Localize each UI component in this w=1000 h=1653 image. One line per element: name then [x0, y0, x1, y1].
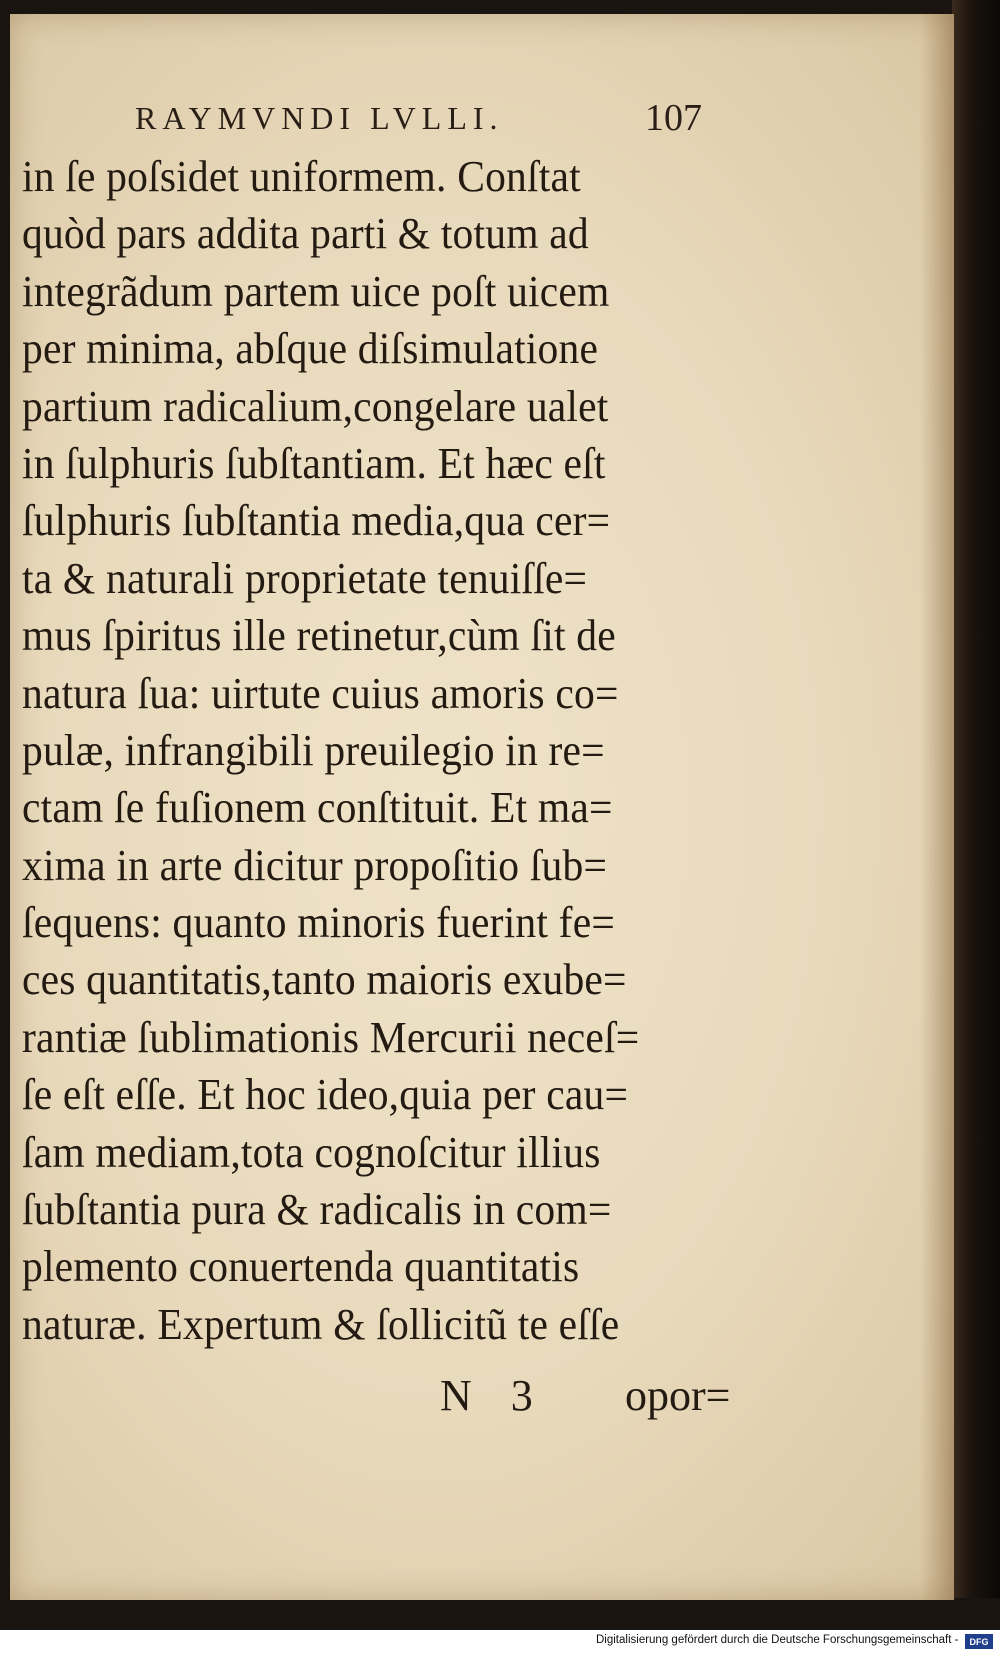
running-head: RAYMVNDI LVLLI. [135, 100, 504, 136]
text-line: in ſe poſsidet uniformem. Conſtat [22, 152, 581, 201]
text-line: partium radicalium,congelare ualet [22, 381, 609, 431]
text-line: per minima, abſque diſsimulatione [22, 324, 599, 374]
signature-mark: N 3 [440, 1371, 547, 1420]
scan-background-bottom [0, 1598, 1000, 1630]
text-line: rantiæ ſublimationis Mercurii neceſ= [22, 1012, 640, 1062]
page-number: 107 [645, 97, 702, 139]
text-line: mus ſpiritus ille retinetur,cùm ſit de [22, 611, 616, 661]
text-line: ſe eſt eſſe. Et hoc ideo,quia per cau= [22, 1070, 629, 1120]
text-line: xima in arte dicitur propoſitio ſub= [22, 840, 608, 890]
text-line: ces quantitatis,tanto maioris exube= [22, 955, 627, 1005]
body-text [22, 148, 742, 1353]
text-line: plemento conuertenda quantitatis [22, 1242, 580, 1292]
text-line: ſulphuris ſubſtantia media,qua cer= [22, 496, 611, 546]
scan-background-top [0, 0, 1000, 14]
text-line: naturæ. Expertum & ſollicitũ te eſſe [22, 1299, 620, 1349]
text-line: pulæ, infrangibili preuilegio in re= [22, 725, 605, 775]
funding-footer [596, 1632, 1000, 1653]
text-line: ſubſtantia pura & radicalis in com= [22, 1185, 612, 1235]
text-line: ſam mediam,tota cognoſcitur illius [22, 1127, 601, 1177]
text-line: natura ſua: uirtute cuius amoris co= [22, 668, 619, 718]
book-spine-edge [952, 0, 1000, 1625]
catchline [440, 1370, 770, 1430]
text-line: ta & naturali proprietate tenuiſſe= [22, 553, 588, 603]
text-line: quòd pars addita parti & totum ad [22, 209, 589, 259]
text-line: ſequens: quanto minoris fuerint fe= [22, 898, 615, 948]
dfg-logo: DFG [965, 1634, 993, 1649]
funding-note: Digitalisierung gefördert durch die Deutsche Forschungsgemeinschaft - [596, 1634, 959, 1646]
catchword: opor= [625, 1371, 731, 1420]
page-fore-edge [920, 14, 954, 1600]
text-line: integrãdum partem uice poſt uicem [22, 266, 610, 316]
page-header [135, 97, 735, 150]
text-line: ctam ſe fuſionem conſtituit. Et ma= [22, 783, 613, 833]
text-line: in ſulphuris ſubſtantiam. Et hæc eſt [22, 438, 606, 488]
